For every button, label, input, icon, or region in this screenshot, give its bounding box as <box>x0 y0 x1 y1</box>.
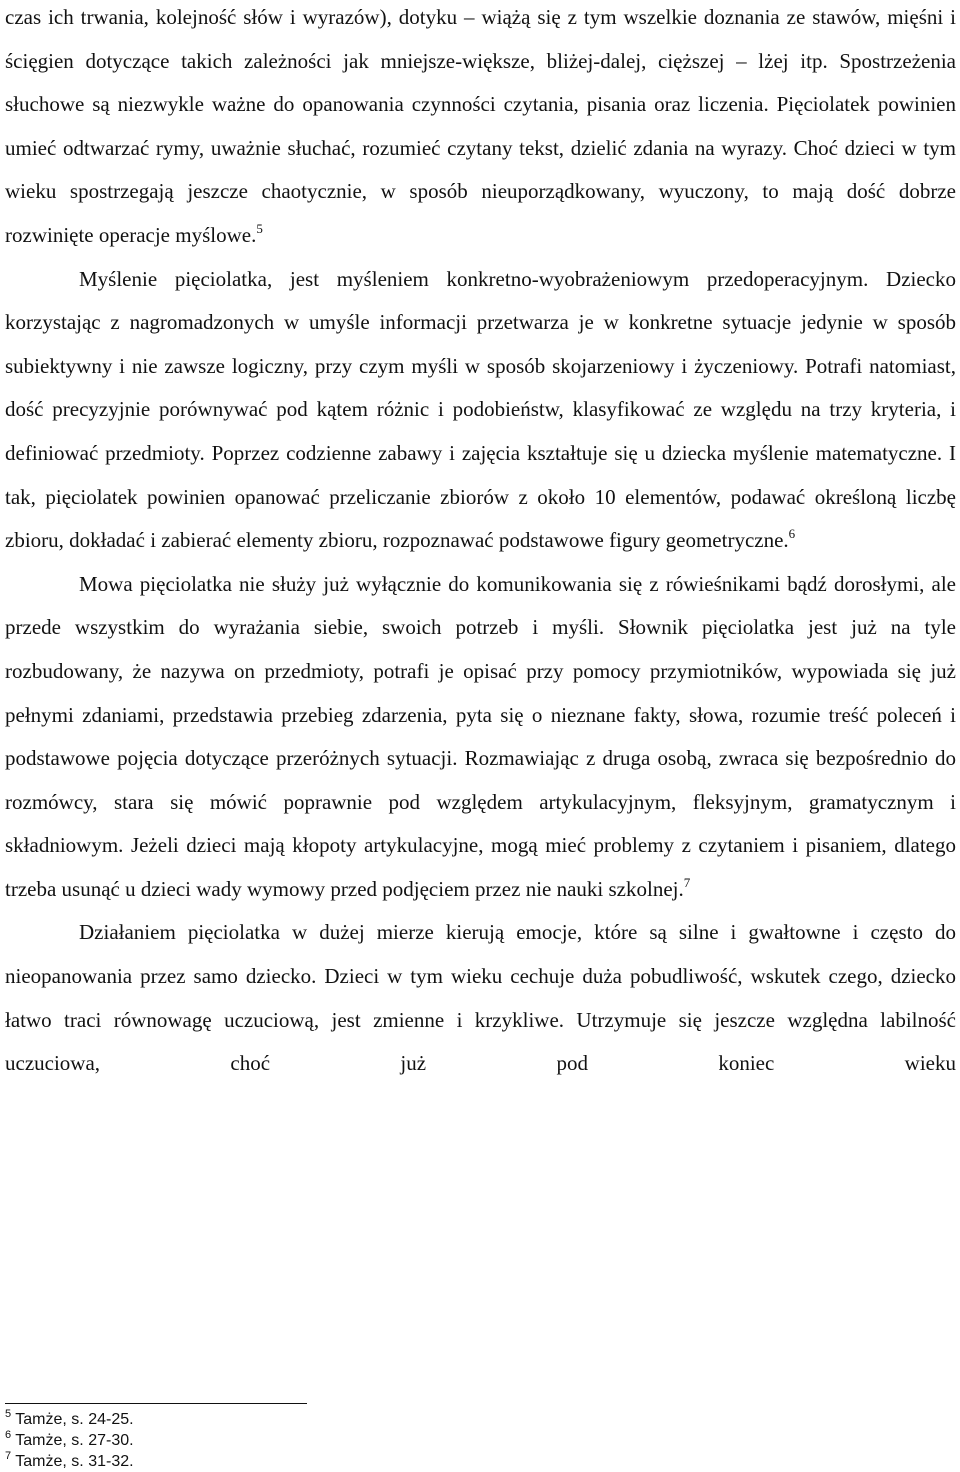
footnote-text: Tamże, s. 31-32. <box>15 1453 134 1470</box>
footnote-5 <box>5 1409 134 1430</box>
footnotes <box>5 1409 134 1472</box>
footnote-6 <box>5 1430 134 1451</box>
footnote-text: Tamże, s. 24-25. <box>15 1411 134 1428</box>
paragraph-3 <box>5 563 956 912</box>
footnote-7 <box>5 1451 134 1472</box>
paragraph-3-text: Mowa pięciolatka nie służy już wyłącznie do komunikowania się z rówieśnikami bądź dorosłymi, ale przede wszystkim do wyrażania siebie, swoich potrzeb i myśli. Słownik pięciolatka jest już na tyle rozbudowany, że nazywa on przedmioty, potrafi je opisać przy pomocy przymiotników, wypowiada się już pełnymi zdaniami, przedstawia przebieg zdarzenia, pyta się o nieznane fakty, słowa, rozumie treść poleceń i podstawowe pojęcia dotyczące przeróżnych sytuacji. Rozmawiając z druga osobą, zwraca się bezpośrednio do rozmówcy, stara się mówić poprawnie pod względem artykulacyjnym, fleksyjnym, gramatycznym i składniowym. Jeżeli dzieci mają kłopoty artykulacyjne, mogą mieć problemy z czytaniem i pisaniem, dlatego trzeba usunąć u dzieci wady wymowy przed podjęciem przez nie nauki szkolnej. <box>5 571 956 901</box>
paragraph-4-text: Działaniem pięciolatka w dużej mierze kierują emocje, które są silne i gwałtowne i często do nieopanowania przez samo dziecko. Dzieci w tym wieku cechuje duża pobudliwość, wskutek czego, dziecko łatwo traci równowagę uczuciową, jest zmienne i krzykliwe. Utrzymuje się jeszcze względna labilność uczuciowa, choć już pod koniec wieku <box>5 920 956 1076</box>
footnote-ref-7[interactable]: 7 <box>683 874 691 890</box>
footnote-text: Tamże, s. 27-30. <box>15 1432 134 1449</box>
footnote-separator <box>5 1403 307 1404</box>
paragraph-4 <box>5 911 956 1085</box>
footnote-number: 6 <box>5 1429 12 1441</box>
paragraph-1 <box>5 0 956 258</box>
paragraph-1-text: czas ich trwania, kolejność słów i wyrazów), dotyku – wiążą się z tym wszelkie doznania ze stawów, mięśni i ścięgien dotyczące takich zależności jak mniejsze-większe, bliżej-dalej, cięższej – lżej itp. Spostrzeżenia słuchowe są niezwykle ważne do opanowania czynności czytania, pisania oraz liczenia. Pięciolatek powinien umieć odtwarzać rymy, uważnie słuchać, rozumieć czytany tekst, dzielić zdania na wyrazy. Choć dzieci w tym wieku spostrzegają jeszcze chaotycznie, w sposób nieuporządkowany, wyuczony, to mają dość dobrze rozwinięte operacje myślowe. <box>5 5 956 247</box>
footnote-ref-6[interactable]: 6 <box>788 526 796 542</box>
paragraph-2 <box>5 258 956 563</box>
paragraph-2-text: Myślenie pięciolatka, jest myśleniem konkretno-wyobrażeniowym przedoperacyjnym. Dziecko korzystając z nagromadzonych w umyśle informacji przetwarza je w konkretne sytuacje jedynie w sposób subiektywny i nie zawsze logiczny, przy czym myśli w sposób skojarzeniowy i życzeniowy. Potrafi natomiast, dość precyzyjnie porównywać pod kątem różnic i podobieństw, klasyfikować ze względu na trzy kryteria, i definiować przedmioty. Poprzez codzienne zabawy i zajęcia kształtuje się u dziecka myślenie matematyczne. I tak, pięciolatek powinien opanować przeliczanie zbiorów z około 10 elementów, podawać określoną liczbę zbioru, dokładać i zabierać elementy zbioru, rozpoznawać podstawowe figury geometryczne. <box>5 266 956 553</box>
footnote-number: 5 <box>5 1408 12 1420</box>
body-text <box>5 0 956 1086</box>
footnote-ref-5[interactable]: 5 <box>256 220 263 236</box>
footnote-number: 7 <box>5 1450 12 1462</box>
